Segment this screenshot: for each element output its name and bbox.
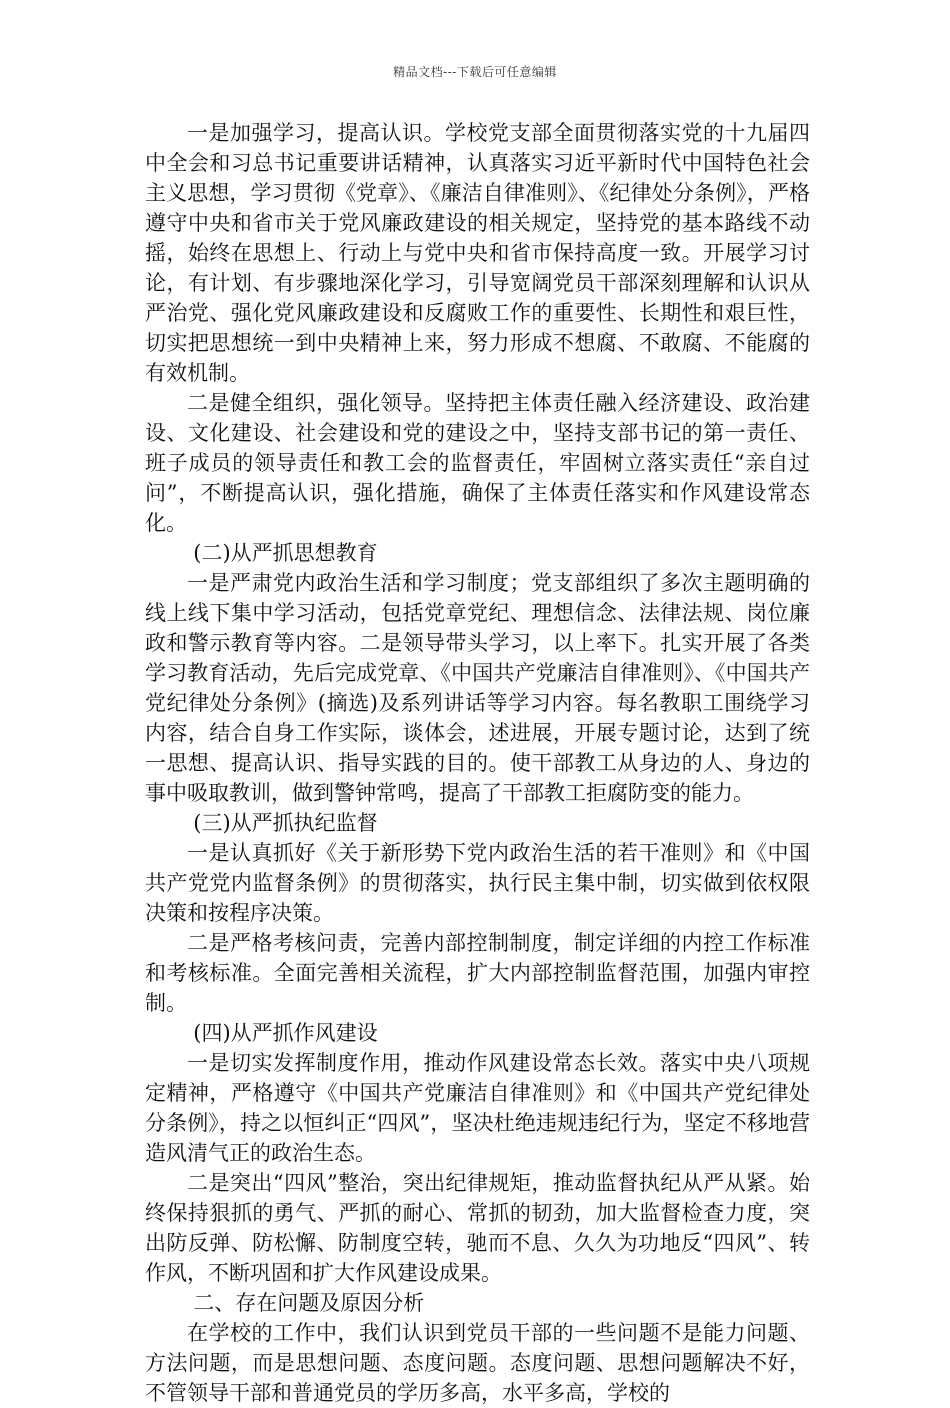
- paragraph-political-life: 一是认真抓好《关于新形势下党内政治生活的若干准则》和《中国共产党党内监督条例》的贯彻落实，执行民主集中制，切实做到依权限决策和按程序决策。: [145, 841, 810, 925]
- paragraph-organization: 二是健全组织，强化领导。坚持把主体责任融入经济建设、政治建设、文化建设、社会建设和党的建设之中，坚持支部书记的第一责任、班子成员的领导责任和教工会的监督责任，牢固树立落实责任“亲自过问”，不断提高认识，强化措施，确保了主体责任落实和作风建设常态化。: [145, 391, 810, 535]
- page-header: 精品文档---下载后可任意编辑: [393, 65, 557, 79]
- paragraph-institution-role: 一是切实发挥制度作用，推动作风建设常态长效。落实中央八项规定精神，严格遵守《中国共产党廉洁自律准则》和《中国共产党纪律处分条例》，持之以恒纠正“四风”，坚决杜绝违规违纪行为，坚定不移地营造风清气正的政治生态。: [145, 1051, 810, 1165]
- paragraph-ideological-education: 一是严肃党内政治生活和学习制度；党支部组织了多次主题明确的线上线下集中学习活动，包括党章党纪、理想信念、法律法规、岗位廉政和警示教育等内容。二是领导带头学习，以上率下。扎实开展了各类学习教育活动，先后完成党章、《中国共产党廉洁自律准则》、《中国共产党纪律处分条例》(摘选)及系列讲话等学习内容。每名教职工围绕学习内容，结合自身工作实际，谈体会，述进展，开展专题讨论，达到了统一思想、提高认识、指导实践的目的。使干部教工从身边的人、身边的事中吸取教训，做到警钟常鸣，提高了干部教工拒腐防变的能力。: [145, 571, 810, 805]
- paragraph-four-winds: 二是突出“四风”整治，突出纪律规矩，推动监督执纪从严从紧。始终保持狠抓的勇气、严抓的耐心、常抓的韧劲，加大监督检查力度，突出防反弹、防松懈、防制度空转，驰而不息、久久为功地反“四风”、转作风，不断巩固和扩大作风建设成果。: [145, 1171, 810, 1285]
- section-heading-work-style: (四)从严抓作风建设: [193, 1021, 378, 1045]
- paragraph-study: 一是加强学习，提高认识。学校党支部全面贯彻落实党的十九届四中全会和习总书记重要讲话精神，认真落实习近平新时代中国特色社会主义思想，学习贯彻《党章》、《廉洁自律准则》、《纪律处分条例》，严格遵守中央和省市关于党风廉政建设的相关规定，坚持党的基本路线不动摇，始终在思想上、行动上与党中央和省市保持高度一致。开展学习讨论，有计划、有步骤地深化学习，引导宽阔党员干部深刻理解和认识从严治党、强化党风廉政建设和反腐败工作的重要性、长期性和艰巨性，切实把思想统一到中央精神上来，努力形成不想腐、不敢腐、不能腐的有效机制。: [145, 121, 810, 385]
- section-heading-discipline-supervision: (三)从严抓执纪监督: [193, 811, 378, 835]
- section-heading-problems-analysis: 二、存在问题及原因分析: [193, 1291, 425, 1315]
- section-heading-ideological-education: (二)从严抓思想教育: [193, 541, 378, 565]
- document-body: [145, 118, 810, 1408]
- paragraph-problems: 在学校的工作中，我们认识到党员干部的一些问题不是能力问题、方法问题，而是思想问题、态度问题。态度问题、思想问题解决不好，不管领导干部和普通党员的学历多高，水平多高，学校的: [145, 1321, 810, 1405]
- paragraph-accountability: 二是严格考核问责，完善内部控制制度，制定详细的内控工作标准和考核标准。全面完善相关流程，扩大内部控制监督范围，加强内审控制。: [145, 931, 810, 1015]
